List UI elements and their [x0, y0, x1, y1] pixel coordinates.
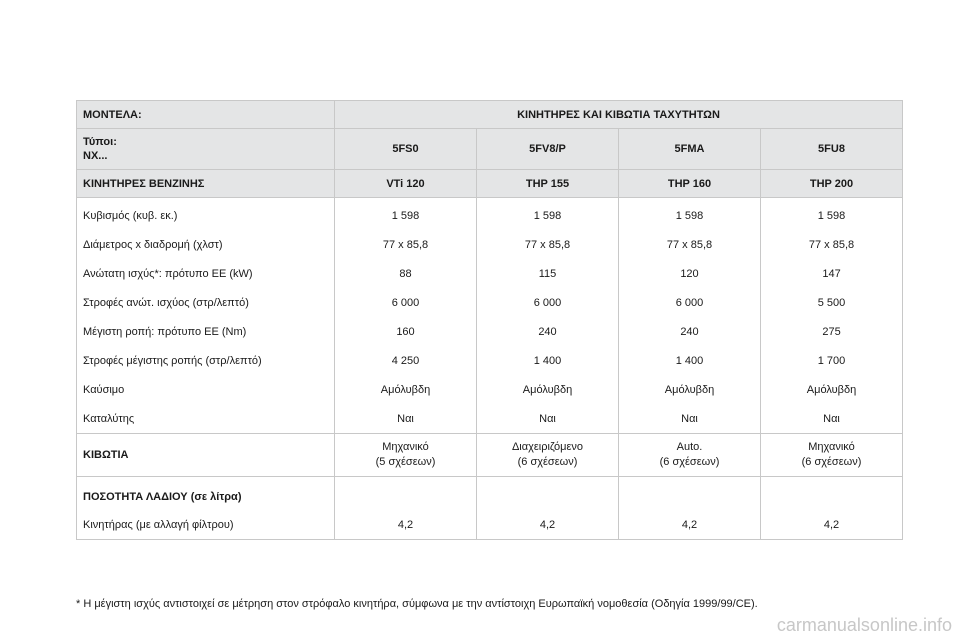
- engine-name: THP 155: [477, 170, 619, 198]
- types-row: [77, 129, 903, 170]
- row-value: Ναι: [477, 404, 619, 434]
- row-value: 120: [619, 259, 761, 288]
- row-label: Στροφές μέγιστης ροπής (στρ/λεπτό): [77, 346, 335, 375]
- oil-capacity-title: ΠΟΣΟΤΗΤΑ ΛΑΔΙΟΥ (σε λίτρα): [83, 491, 242, 503]
- row-value: Αμόλυβδη: [761, 375, 903, 404]
- table-row: [77, 288, 903, 317]
- row-value: 77 x 85,8: [619, 230, 761, 259]
- row-value: 5 500: [761, 288, 903, 317]
- row-label: Διάμετρος x διαδρομή (χλστ): [77, 230, 335, 259]
- row-value: Ναι: [619, 404, 761, 434]
- row-label: Κυβισμός (κυβ. εκ.): [77, 198, 335, 231]
- row-value: 160: [335, 317, 477, 346]
- row-value: 1 700: [761, 346, 903, 375]
- row-value: 1 400: [619, 346, 761, 375]
- petrol-engines-row: [77, 170, 903, 198]
- gearbox-type: Auto. (6 σχέσεων): [619, 434, 761, 477]
- row-label: Ανώτατη ισχύς*: πρότυπο ΕΕ (kW): [77, 259, 335, 288]
- type-code: 5FU8: [761, 129, 903, 170]
- row-label: Στροφές ανώτ. ισχύος (στρ/λεπτό): [77, 288, 335, 317]
- oil-capacity-value: 4,2: [335, 477, 477, 540]
- gearbox-type: Μηχανικό (5 σχέσεων): [335, 434, 477, 477]
- row-value: 77 x 85,8: [335, 230, 477, 259]
- row-value: 1 598: [335, 198, 477, 231]
- row-value: 115: [477, 259, 619, 288]
- table-row: [77, 230, 903, 259]
- row-value: Ναι: [761, 404, 903, 434]
- oil-capacity-label: Κινητήρας (με αλλαγή φίλτρου): [83, 519, 234, 531]
- engine-name: THP 160: [619, 170, 761, 198]
- engine-name: VTi 120: [335, 170, 477, 198]
- row-label: Καταλύτης: [77, 404, 335, 434]
- row-value: 6 000: [335, 288, 477, 317]
- row-value: 77 x 85,8: [477, 230, 619, 259]
- row-value: 4 250: [335, 346, 477, 375]
- models-header: ΜΟΝΤΕΛΑ:: [77, 101, 335, 129]
- row-value: 6 000: [477, 288, 619, 317]
- gearbox-type: Μηχανικό (6 σχέσεων): [761, 434, 903, 477]
- row-value: Ναι: [335, 404, 477, 434]
- table-row: [77, 259, 903, 288]
- row-value: 1 598: [761, 198, 903, 231]
- row-value: 240: [477, 317, 619, 346]
- row-value: 88: [335, 259, 477, 288]
- row-value: Αμόλυβδη: [477, 375, 619, 404]
- table-row: [77, 404, 903, 434]
- row-label: Καύσιμο: [77, 375, 335, 404]
- row-value: 1 598: [477, 198, 619, 231]
- oil-capacity-value: 4,2: [761, 477, 903, 540]
- engine-name: THP 200: [761, 170, 903, 198]
- row-value: 77 x 85,8: [761, 230, 903, 259]
- row-value: 275: [761, 317, 903, 346]
- row-label: Μέγιστη ροπή: πρότυπο ΕΕ (Nm): [77, 317, 335, 346]
- table-row: [77, 317, 903, 346]
- oil-capacity-value: 4,2: [619, 477, 761, 540]
- row-value: Αμόλυβδη: [335, 375, 477, 404]
- gearbox-type: Διαχειριζόμενο (6 σχέσεων): [477, 434, 619, 477]
- type-code: 5FS0: [335, 129, 477, 170]
- row-value: 6 000: [619, 288, 761, 317]
- table-header-row: [77, 101, 903, 129]
- type-code: 5FMA: [619, 129, 761, 170]
- types-label: Τύποι: NX...: [77, 129, 335, 170]
- row-value: Αμόλυβδη: [619, 375, 761, 404]
- oil-capacity-value: 4,2: [477, 477, 619, 540]
- footnote: * Η μέγιστη ισχύς αντιστοιχεί σε μέτρηση στον στρόφαλο κινητήρα, σύμφωνα με την αντίστοιχη Ευρωπαϊκή νομοθεσία (Οδηγία 1999/99/CE).: [76, 598, 758, 610]
- row-value: 1 598: [619, 198, 761, 231]
- gearbox-row: [77, 434, 903, 477]
- row-value: 1 400: [477, 346, 619, 375]
- row-value: 147: [761, 259, 903, 288]
- oil-capacity-row: [77, 477, 903, 540]
- type-code: 5FV8/P: [477, 129, 619, 170]
- table-row: [77, 346, 903, 375]
- watermark: carmanualsonline.info: [776, 615, 952, 635]
- engine-gearbox-spec-table: [76, 100, 903, 540]
- engines-gearboxes-header: ΚΙΝΗΤΗΡΕΣ ΚΑΙ ΚΙΒΩΤΙΑ ΤΑΧΥΤΗΤΩΝ: [335, 101, 903, 129]
- oil-capacity-label-cell: [77, 477, 335, 540]
- gearbox-label: ΚΙΒΩΤΙΑ: [77, 434, 335, 477]
- petrol-engines-label: ΚΙΝΗΤΗΡΕΣ ΒΕΝΖΙΝΗΣ: [77, 170, 335, 198]
- row-value: 240: [619, 317, 761, 346]
- table-row: [77, 375, 903, 404]
- table-row: [77, 198, 903, 231]
